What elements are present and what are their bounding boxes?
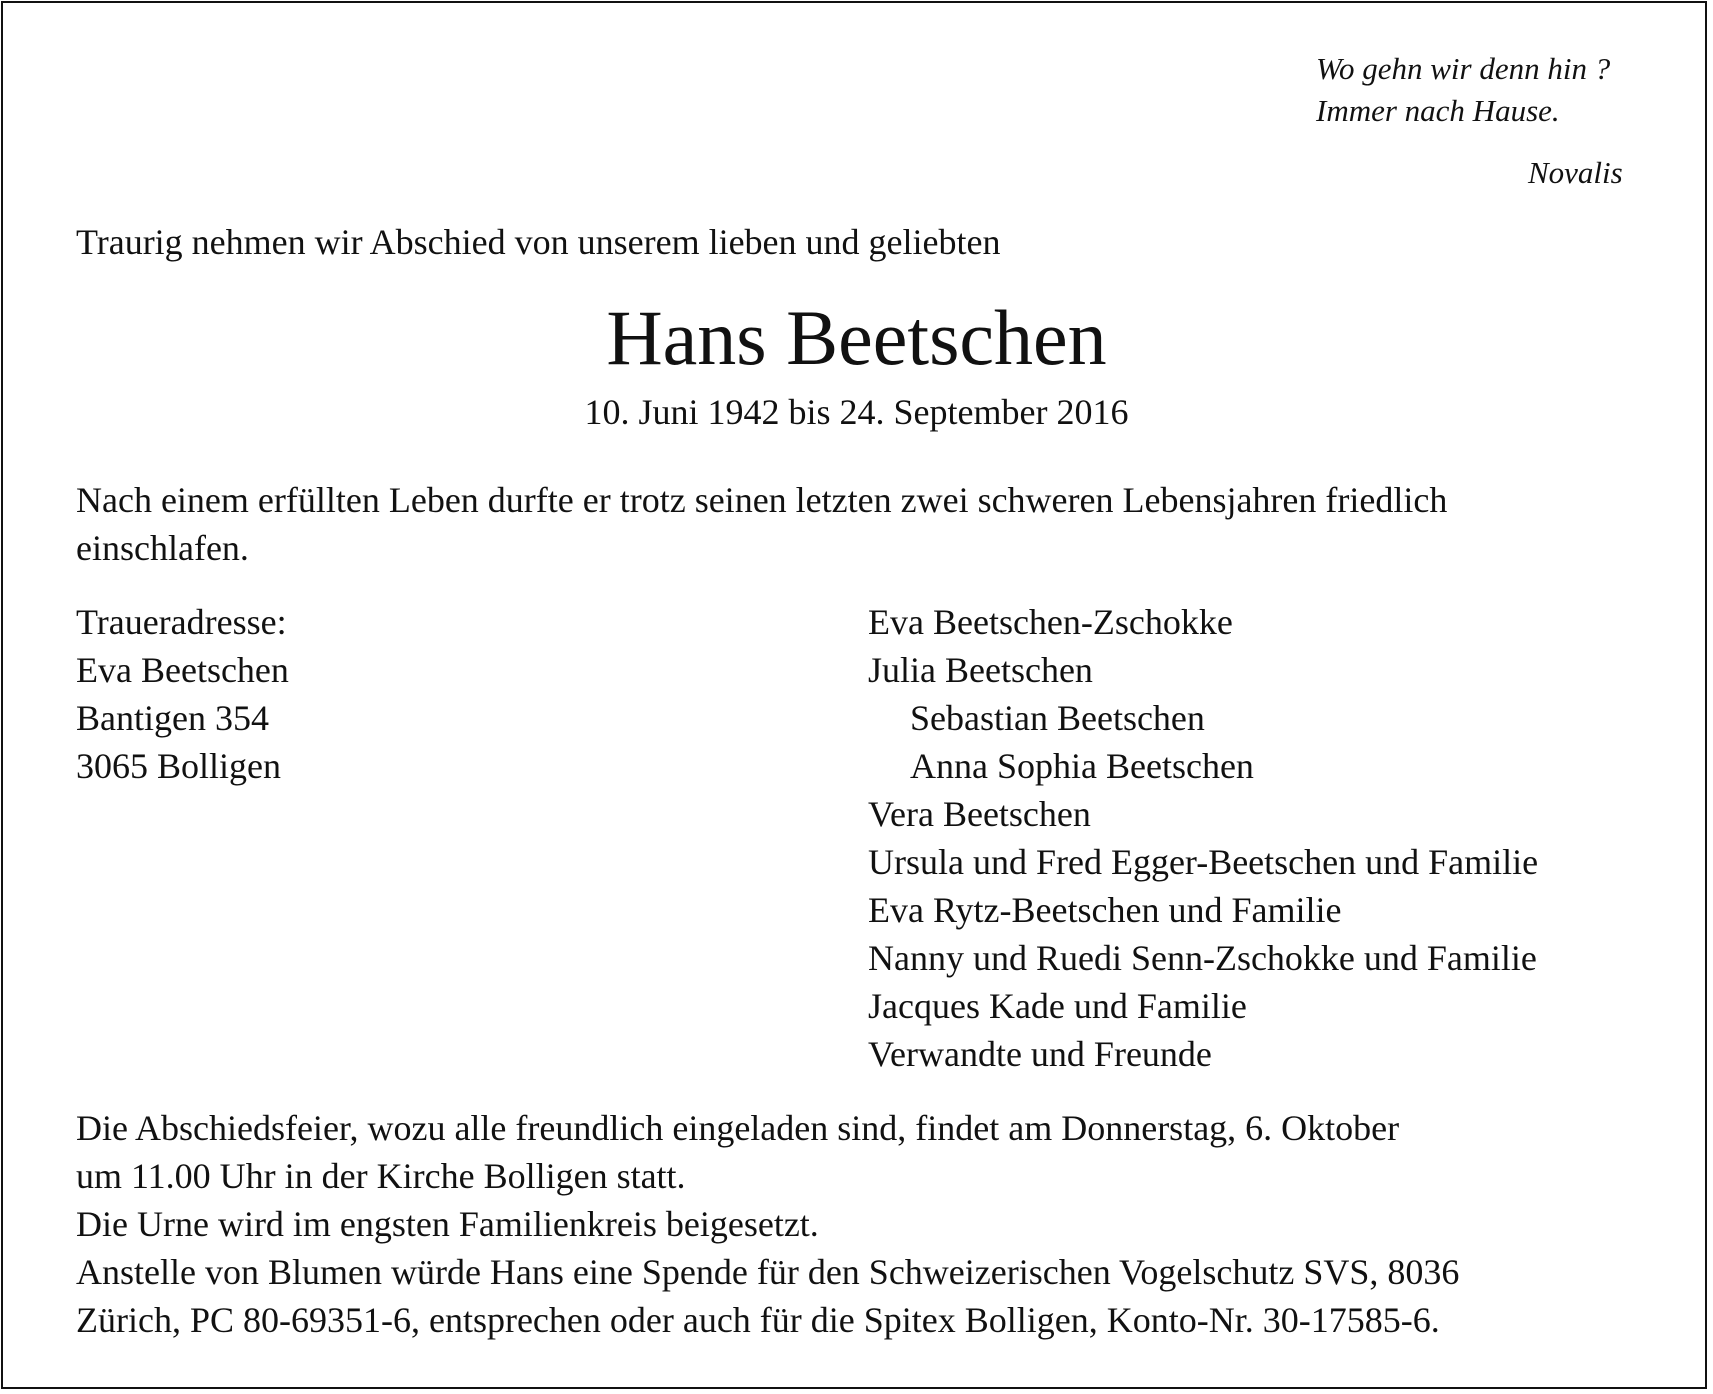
motto-quote bbox=[1316, 48, 1623, 190]
address-name: Eva Beetschen bbox=[76, 650, 289, 690]
message-line: einschlafen. bbox=[76, 528, 249, 568]
mourner-name: Eva Beetschen-Zschokke bbox=[868, 602, 1233, 642]
mourners-list bbox=[868, 598, 1538, 1078]
motto-author: Novalis bbox=[1528, 155, 1623, 190]
mourner-name: Anna Sophia Beetschen bbox=[910, 746, 1254, 786]
life-dates: 10. Juni 1942 bis 24. September 2016 bbox=[584, 392, 1129, 432]
motto-line-1: Wo gehn wir denn hin ? bbox=[1316, 51, 1611, 86]
address-label: Traueradresse: bbox=[76, 602, 287, 642]
deceased-name: Hans Beetschen bbox=[606, 294, 1107, 381]
closing-paragraph bbox=[76, 1104, 1459, 1344]
message-line: Nach einem erfüllten Leben durfte er trotz seinen letzten zwei schweren Lebensjahren friedlich bbox=[76, 480, 1448, 520]
motto-line-2: Immer nach Hause. bbox=[1316, 93, 1560, 128]
closing-line: Anstelle von Blumen würde Hans eine Spende für den Schweizerischen Vogelschutz SVS, 8036 bbox=[76, 1252, 1460, 1292]
mourner-name: Verwandte und Freunde bbox=[868, 1034, 1212, 1074]
intro-text: Traurig nehmen wir Abschied von unserem lieben und geliebten bbox=[76, 222, 1001, 262]
address-city: 3065 Bolligen bbox=[76, 746, 281, 786]
address-street: Bantigen 354 bbox=[76, 698, 269, 738]
closing-line: um 11.00 Uhr in der Kirche Bolligen statt. bbox=[76, 1156, 686, 1196]
mourner-name: Julia Beetschen bbox=[868, 650, 1093, 690]
closing-line: Die Urne wird im engsten Familienkreis beigesetzt. bbox=[76, 1204, 819, 1244]
mourning-address bbox=[76, 598, 289, 790]
mourner-name: Eva Rytz-Beetschen und Familie bbox=[868, 890, 1342, 930]
closing-line: Zürich, PC 80-69351-6, entsprechen oder auch für die Spitex Bolligen, Konto-Nr. 30-17585-6. bbox=[76, 1300, 1440, 1340]
mourner-name: Ursula und Fred Egger-Beetschen und Familie bbox=[868, 842, 1539, 882]
closing-line: Die Abschiedsfeier, wozu alle freundlich eingeladen sind, findet am Donnerstag, 6. Oktober bbox=[76, 1108, 1400, 1148]
mourner-name: Jacques Kade und Familie bbox=[868, 986, 1247, 1026]
mourner-name: Sebastian Beetschen bbox=[910, 698, 1205, 738]
message-paragraph bbox=[76, 476, 1447, 572]
mourner-name: Nanny und Ruedi Senn-Zschokke und Familie bbox=[868, 938, 1537, 978]
mourner-name: Vera Beetschen bbox=[868, 794, 1091, 834]
